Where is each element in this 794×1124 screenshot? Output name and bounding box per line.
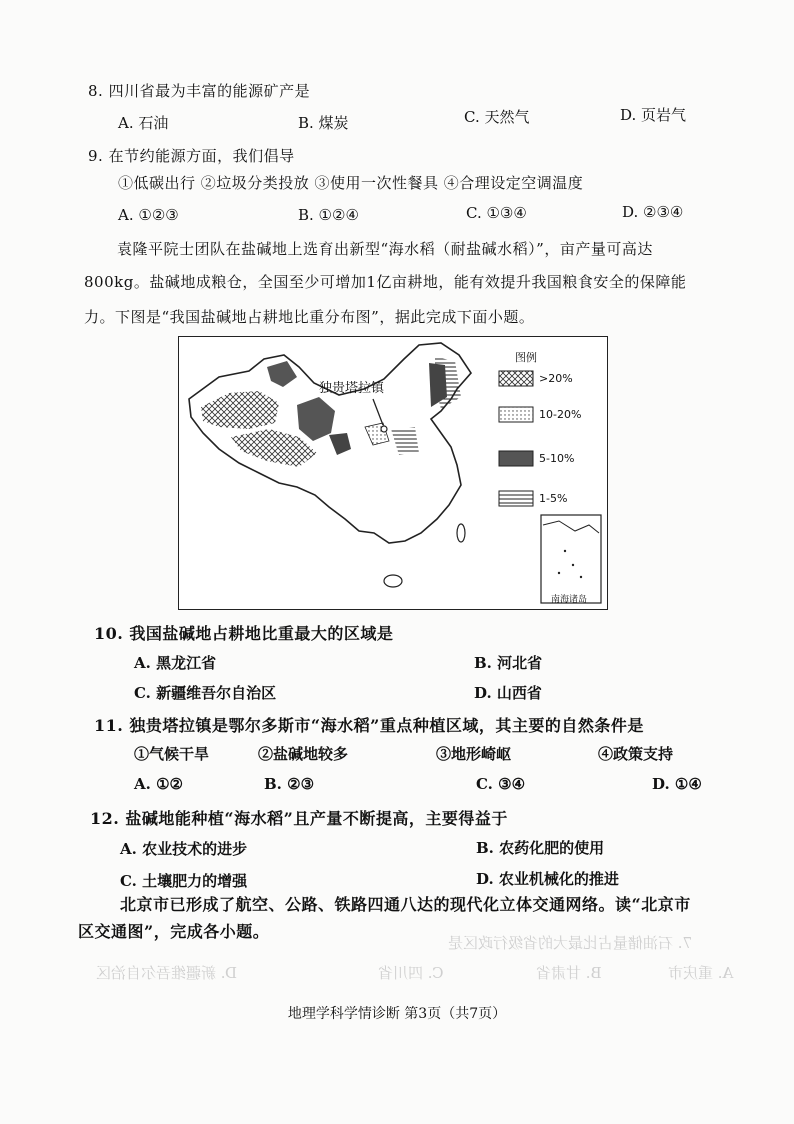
legend-swatch-10-20 xyxy=(499,407,533,422)
china-outline xyxy=(189,343,471,543)
page-footer: 地理学科学情诊断 第3页（共7页） xyxy=(287,1006,507,1022)
passage2-line-2: 区交通图”，完成各小题。 xyxy=(78,922,270,941)
passage2-line-1: 北京市已形成了航空、公路、铁路四通八达的现代化立体交通网络。读“北京市 xyxy=(120,895,691,914)
taiwan-island xyxy=(457,524,465,542)
legend-label-1-5: 1-5% xyxy=(539,492,568,505)
q8-option-d: D. 页岩气 xyxy=(620,106,687,124)
q10-option-c: C. 新疆维吾尔自治区 xyxy=(134,684,277,702)
q8-option-c: C. 天然气 xyxy=(464,108,530,126)
bleed-opt-c: C. 四川省 xyxy=(378,964,444,982)
legend-label-gt20: >20% xyxy=(539,372,573,385)
q10-option-d: D. 山西省 xyxy=(474,684,542,702)
legend-title: 图例 xyxy=(515,351,537,364)
q10-option-b: B. 河北省 xyxy=(474,654,543,672)
passage-line-2: 800kg。盐碱地成粮仓，全国至少可增加1亿亩耕地，能有效提升我国粮食安全的保障能 xyxy=(84,273,687,291)
q11-item-4: ④政策支持 xyxy=(598,745,674,763)
q9-option-d: D. ②③④ xyxy=(622,203,684,221)
legend-swatch-1-5 xyxy=(499,491,533,506)
inset-label: 南海诸岛 xyxy=(551,595,588,605)
q11-option-d: D. ①④ xyxy=(652,775,702,793)
saline-land-map xyxy=(178,336,608,610)
bleed-opt-b: B. 甘肃省 xyxy=(536,964,602,982)
q11-item-1: ①气候干旱 xyxy=(134,745,210,763)
legend-swatch-5-10 xyxy=(499,451,533,466)
legend-swatch-gt20 xyxy=(499,371,533,386)
legend-label-5-10: 5-10% xyxy=(539,452,575,465)
q10-option-a: A. 黑龙江省 xyxy=(134,654,217,672)
bleed-q7: 7. 石油储量占比最大的省级行政区是 xyxy=(448,934,693,952)
q8-option-b: B. 煤炭 xyxy=(298,114,349,132)
q11-option-c: C. ③④ xyxy=(476,775,526,793)
bleed-opt-d: D. 新疆维吾尔自治区 xyxy=(96,964,238,982)
q9-stem: 9. 在节约能源方面，我们倡导 xyxy=(88,147,295,165)
q8-stem: 8. 四川省最为丰富的能源矿产是 xyxy=(88,82,311,100)
q12-stem: 12. 盐碱地能种植“海水稻”且产量不断提高，主要得益于 xyxy=(90,809,508,828)
q12-option-c: C. 土壤肥力的增强 xyxy=(120,872,248,890)
q11-option-b: B. ②③ xyxy=(264,775,315,793)
passage-line-1: 袁隆平院士团队在盐碱地上选育出新型“海水稻（耐盐碱水稻）”，亩产量可高达 xyxy=(117,240,653,258)
legend-label-10-20: 10-20% xyxy=(539,408,582,421)
town-label: 独贵塔拉镇 xyxy=(319,381,385,396)
q9-items: ①低碳出行 ②垃圾分类投放 ③使用一次性餐具 ④合理设定空调温度 xyxy=(118,174,584,192)
q12-option-d: D. 农业机械化的推进 xyxy=(476,870,619,888)
q12-option-a: A. 农业技术的进步 xyxy=(120,840,248,858)
q11-stem: 11. 独贵塔拉镇是鄂尔多斯市“海水稻”重点种植区域，其主要的自然条件是 xyxy=(94,716,644,735)
q11-item-2: ②盐碱地较多 xyxy=(258,745,349,763)
q10-stem: 10. 我国盐碱地占耕地比重最大的区域是 xyxy=(94,624,394,643)
bleed-opt-a: A. 重庆市 xyxy=(668,964,734,982)
q9-option-a: A. ①②③ xyxy=(118,206,179,224)
hainan-island xyxy=(384,575,402,587)
q11-option-a: A. ①② xyxy=(134,775,183,793)
q12-option-b: B. 农药化肥的使用 xyxy=(476,839,605,857)
q9-option-b: B. ①②④ xyxy=(298,206,359,224)
q9-option-c: C. ①③④ xyxy=(466,204,527,222)
passage-line-3: 力。下图是“我国盐碱地占耕地比重分布图”，据此完成下面小题。 xyxy=(84,308,535,326)
q11-item-3: ③地形崎岖 xyxy=(436,745,512,763)
q8-option-a: A. 石油 xyxy=(118,114,169,132)
town-marker xyxy=(381,426,387,432)
